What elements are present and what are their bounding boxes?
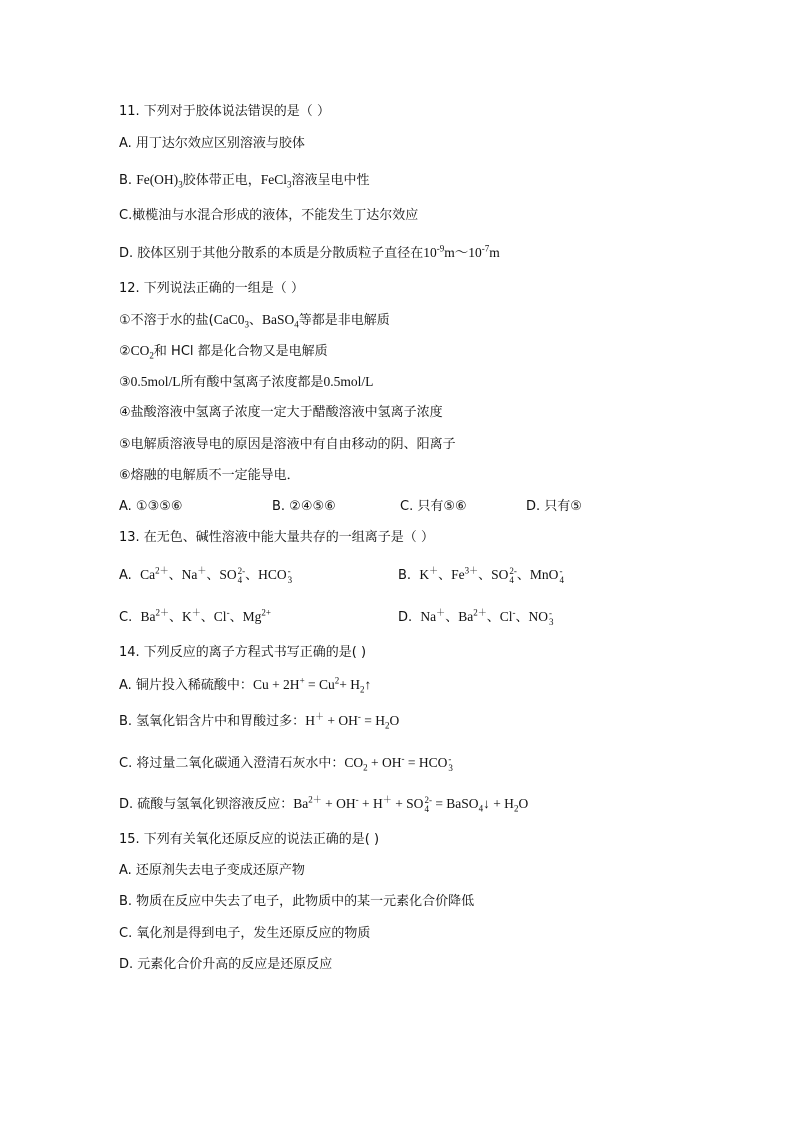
q12-statement-4: ④盐酸溶液中氢离子浓度一定大于醋酸溶液中氢离子浓度 <box>119 405 443 420</box>
formula-fecl3: FeCl$_3$ <box>260 172 292 190</box>
q12-option-d: D. 只有⑤ <box>526 499 582 514</box>
q13-option-d: D. Na＋、$Ba^{2+}$、Cl-、NO - 3 <box>398 607 554 627</box>
q14-option-c: C. 将过量二氧化碳通入澄清石灰水中：$CO_2 + OH^-$ = HCO - 3 <box>119 753 453 773</box>
q11-option-b: B. $Fe(OH)_3$胶体带正电，FeCl$_3$溶液呈电中性 <box>119 172 370 190</box>
q14-option-a: A. 铜片投入稀硫酸中：$Cu + 2H^+ = Cu^2+$ $H_2↑$ <box>119 675 372 695</box>
q12-statement-5: ⑤电解质溶液导电的原因是溶液中有自由移动的阴、阳离子 <box>119 437 456 452</box>
q12-statement-2: $②CO_2$和 HCl 都是化合物又是电解质 <box>119 343 328 361</box>
q11-option-c: C.橄榄油与水混合形成的液体，不能发生丁达尔效应 <box>119 208 419 223</box>
q14-option-b: B. 氢氧化铝含片中和胃酸过多：$H^+ + OH^- = H_2O$ <box>119 711 400 731</box>
q13-option-a: A. $Ca^{2+}$、Na＋、SO 2- 4 、HCO - 3 <box>119 565 293 585</box>
q13-stem: 13. 在无色、碱性溶液中能大量共存的一组离子是（ ） <box>119 530 434 545</box>
q14-stem: 14. 下列反应的离子方程式书写正确的是( ) <box>119 645 367 660</box>
q12-option-c: C. 只有⑤⑥ <box>400 499 467 514</box>
q12-option-a: A. ①③⑤⑥ <box>119 499 183 514</box>
q15-option-c: C. 氧化剂是得到电子，发生还原反应的物质 <box>119 926 371 941</box>
q15-stem: 15. 下列有关氧化还原反应的说法正确的是( ) <box>119 832 380 847</box>
q15-option-a: A. 还原剂失去电子变成还原产物 <box>119 863 305 878</box>
q13-option-b: B. K＋、$Fe^{3+}$、SO 2- 4 、MnO - 4 <box>398 565 564 585</box>
q14-option-d: D. 硫酸与氢氧化钡溶液反应：$Ba^{2+} + OH^- + H^+$ + SO 2- 4 = BaSO$_4$↓ + $H_2O$ <box>119 794 529 814</box>
q12-statement-6: ⑥熔融的电解质不一定能导电． <box>119 468 300 483</box>
size-range: $10^{-9}m\sim 10^{-7}m$ <box>423 243 500 260</box>
q12-option-b: B. ②④⑤⑥ <box>272 499 336 514</box>
q13-option-c: C. $Ba^{2+}$、K＋、Cl-、$Mg^{2+}$ <box>119 607 271 625</box>
q11-option-d: D. 胶体区别于其他分散系的本质是分散质粒子直径在$10^{-9}m\sim 10^{-7}m$ <box>119 243 500 261</box>
q12-stem: 12. 下列说法正确的一组是（ ） <box>119 281 304 296</box>
q15-option-b: B. 物质在反应中失去了电子，此物质中的某一元素化合价降低 <box>119 894 475 909</box>
q11-stem: 11. 下列对于胶体说法错误的是（ ） <box>119 104 330 119</box>
q11-option-a: A. 用丁达尔效应区别溶液与胶体 <box>119 136 305 151</box>
q15-option-d: D. 元素化合价升高的反应是还原反应 <box>119 957 333 972</box>
formula-fe-oh3: $Fe(OH)_3$ <box>136 172 183 190</box>
q12-statement-3: ③0.5mol/L所有酸中氢离子浓度都是0.5mol/L <box>119 374 374 390</box>
q12-statement-1: ①不溶于水的盐($CaC0_3$、BaSO$_4$等都是非电解质 <box>119 312 390 330</box>
